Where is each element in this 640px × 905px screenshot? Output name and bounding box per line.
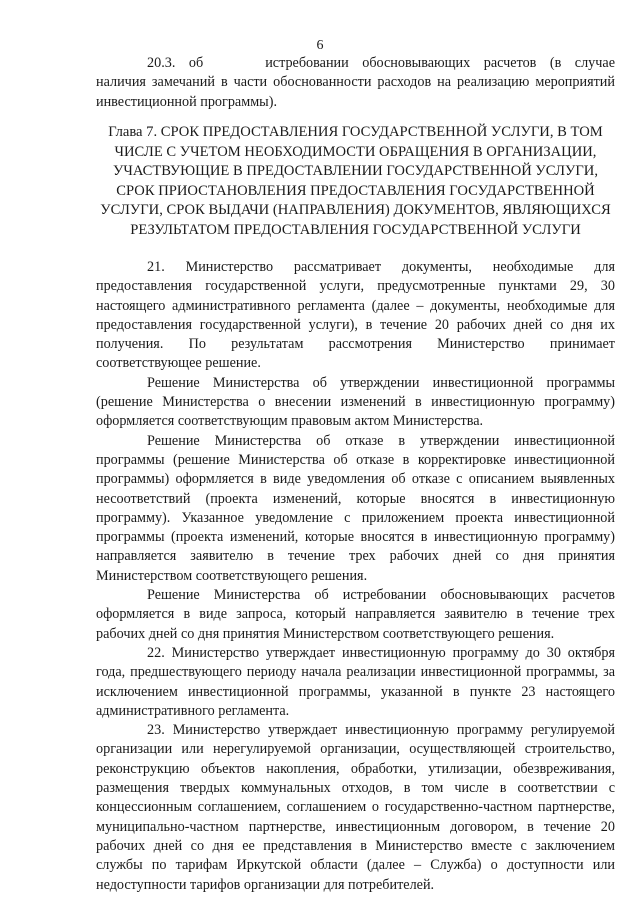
paragraph-refusal: Решение Министерства об отказе в утверждении инвестиционной программы (решение Министерства об отказе в корректировке инвестиционной программы) оформляется в виде уведомления об отказе с описанием выявленных несоответствий (проекта изменений, которые вносятся в инвестиционную программу). Указанное уведомление с приложением проекта инвестиционной программы (проекта изменений, которые вносятся в инвестиционную программу) направляется заявителю в течение трех рабочих дней со дня принятия Министерством соответствующего решения.: [96, 432, 615, 584]
paragraph-request: Решение Министерства об истребовании обосновывающих расчетов оформляется в виде запроса, который направляется заявителю в течение трех рабочих дней со дня принятия Министерством соответствующего решения.: [96, 587, 615, 642]
intro-prefix: 20.3. об: [147, 55, 204, 71]
body-text: [96, 258, 615, 895]
page-number: 6: [316, 38, 324, 53]
paragraph-approval: Решение Министерства об утверждении инвестиционной программы (решение Министерства о внесении изменений в инвестиционную программу) оформляется соответствующим правовым актом Министерства.: [96, 374, 615, 430]
intro-clause: [96, 54, 615, 112]
paragraph-23: 23. Министерство утверждает инвестиционную программу регулируемой организации или нерегулируемой организации, осуществляющей строительство, реконструкцию объектов накопления, обработки, утилизации, обезвреживания, размещения твердых коммунальных отходов, в том числе в соответствии с концессионным соглашением, соглашением о государственно-частном партнерстве, муниципально-частном партнерстве, инвестиционным договором, в течение 20 рабочих дней со дня ее представления в Министерство вместе с заключением службы по тарифам Иркутской области (далее – Служба) о доступности или недоступности тарифов организации для потребителей.: [96, 722, 615, 893]
paragraph-22: 22. Министерство утверждает инвестиционную программу до 30 октября года, предшествующего периоду начала реализации инвестиционной программы, за исключением инвестиционной программы, указанной в пункте 23 настоящего административного регламента.: [96, 644, 615, 719]
intro-text: истребовании обосновывающих расчетов (в случае наличия замечаний в части обоснованности расходов на реализацию мероприятий инвестиционной программы).: [96, 55, 615, 110]
chapter-heading: Глава 7. СРОК ПРЕДОСТАВЛЕНИЯ ГОСУДАРСТВЕННОЙ УСЛУГИ, В ТОМ ЧИСЛЕ С УЧЕТОМ НЕОБХОДИМОСТИ ОБРАЩЕНИЯ В ОРГАНИЗАЦИИ, УЧАСТВУЮЩИЕ В ПРЕДОСТАВЛЕНИИ ГОСУДАРСТВЕННОЙ УСЛУГИ, СРОК ПРИОСТАНОВЛЕНИЯ ПРЕДОСТАВЛЕНИЯ ГОСУДАРСТВЕННОЙ УСЛУГИ, СРОК ВЫДАЧИ (НАПРАВЛЕНИЯ) ДОКУМЕНТОВ, ЯВЛЯЮЩИХСЯ РЕЗУЛЬТАТОМ ПРЕДОСТАВЛЕНИЯ ГОСУДАРСТВЕННОЙ УСЛУГИ: [100, 124, 611, 238]
paragraph-21: 21. Министерство рассматривает документы, необходимые для предоставления государственной услуги, предусмотренные пунктами 29, 30 настоящего административного регламента (далее – документы, необходимые для предоставления государственной услуги), в течение 20 рабочих дней со дня их получения. По результатам рассмотрения Министерство принимает соответствующее решение.: [96, 259, 615, 372]
